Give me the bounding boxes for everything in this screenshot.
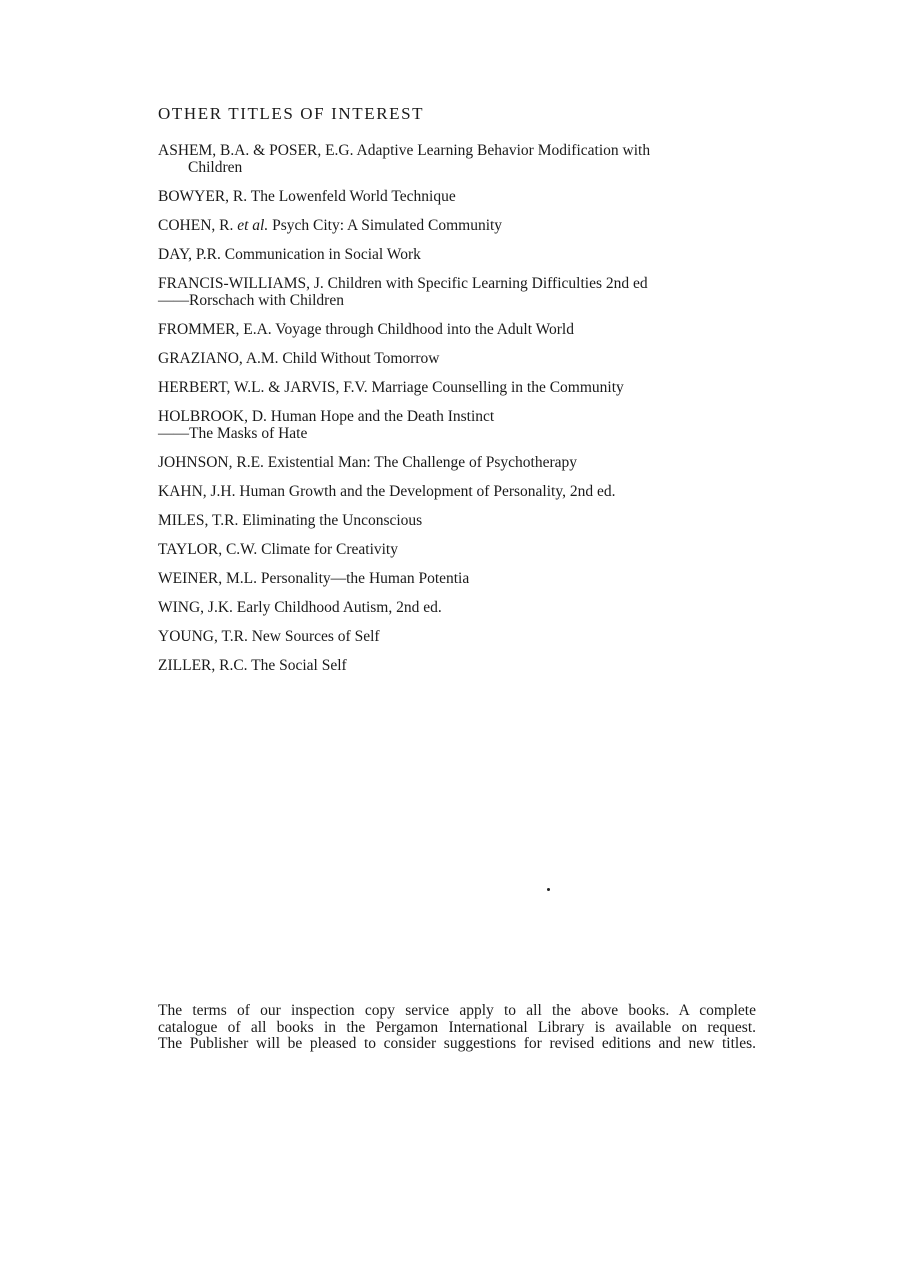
list-item xyxy=(158,246,756,263)
section-heading: OTHER TITLES OF INTEREST xyxy=(158,104,425,123)
entry-line: DAY, P.R. Communication in Social Work xyxy=(158,246,421,263)
entry-line: HERBERT, W.L. & JARVIS, F.V. Marriage Counselling in the Community xyxy=(158,379,624,396)
list-item xyxy=(158,408,756,442)
footer-line: catalogue of all books in the Pergamon International Library is available on request. xyxy=(158,1018,756,1036)
entry-additional-title: ——The Masks of Hate xyxy=(158,425,308,442)
list-item xyxy=(158,275,756,309)
entry-line: JOHNSON, R.E. Existential Man: The Challenge of Psychotherapy xyxy=(158,454,578,471)
list-item xyxy=(158,350,756,367)
titles-list xyxy=(158,142,756,674)
footer-note xyxy=(158,1003,756,1053)
list-item xyxy=(158,628,756,645)
entry-line: FRANCIS-WILLIAMS, J. Children with Specific Learning Difficulties 2nd ed xyxy=(158,275,648,292)
list-item xyxy=(158,454,756,471)
list-item xyxy=(158,483,756,500)
list-item xyxy=(158,657,756,674)
entry-line: COHEN, R. et al. Psych City: A Simulated Community xyxy=(158,217,503,234)
footer-line: The Publisher will be pleased to consider suggestions for revised editions and new titles. xyxy=(158,1035,756,1052)
list-item xyxy=(158,321,756,338)
entry-line: FROMMER, E.A. Voyage through Childhood into the Adult World xyxy=(158,321,574,338)
entry-line: ASHEM, B.A. & POSER, E.G. Adaptive Learning Behavior Modification with xyxy=(158,142,651,159)
entry-line: ZILLER, R.C. The Social Self xyxy=(158,657,347,674)
list-item xyxy=(158,188,756,205)
entry-line: MILES, T.R. Eliminating the Unconscious xyxy=(158,512,423,529)
list-item xyxy=(158,541,756,558)
entry-line: YOUNG, T.R. New Sources of Self xyxy=(158,628,380,645)
list-item xyxy=(158,379,756,396)
entry-line: KAHN, J.H. Human Growth and the Development of Personality, 2nd ed. xyxy=(158,483,616,500)
entry-line: TAYLOR, C.W. Climate for Creativity xyxy=(158,541,398,558)
titles-section xyxy=(158,104,756,686)
entry-line: GRAZIANO, A.M. Child Without Tomorrow xyxy=(158,350,440,367)
entry-line: WING, J.K. Early Childhood Autism, 2nd ed. xyxy=(158,599,442,616)
entry-continuation: Children xyxy=(188,159,243,176)
entry-line: BOWYER, R. The Lowenfeld World Technique xyxy=(158,188,456,205)
entry-line: WEINER, M.L. Personality—the Human Potentia xyxy=(158,570,470,587)
list-item xyxy=(158,570,756,587)
entry-line: HOLBROOK, D. Human Hope and the Death Instinct xyxy=(158,408,495,425)
list-item xyxy=(158,142,756,176)
list-item xyxy=(158,512,756,529)
footer-line: The terms of our inspection copy service apply to all the above books. A complete xyxy=(158,1002,756,1019)
list-item xyxy=(158,217,756,234)
list-item xyxy=(158,599,756,616)
et-al-italic: et al. xyxy=(237,217,269,234)
ink-speck xyxy=(547,888,550,891)
entry-additional-title: ——Rorschach with Children xyxy=(158,292,344,309)
